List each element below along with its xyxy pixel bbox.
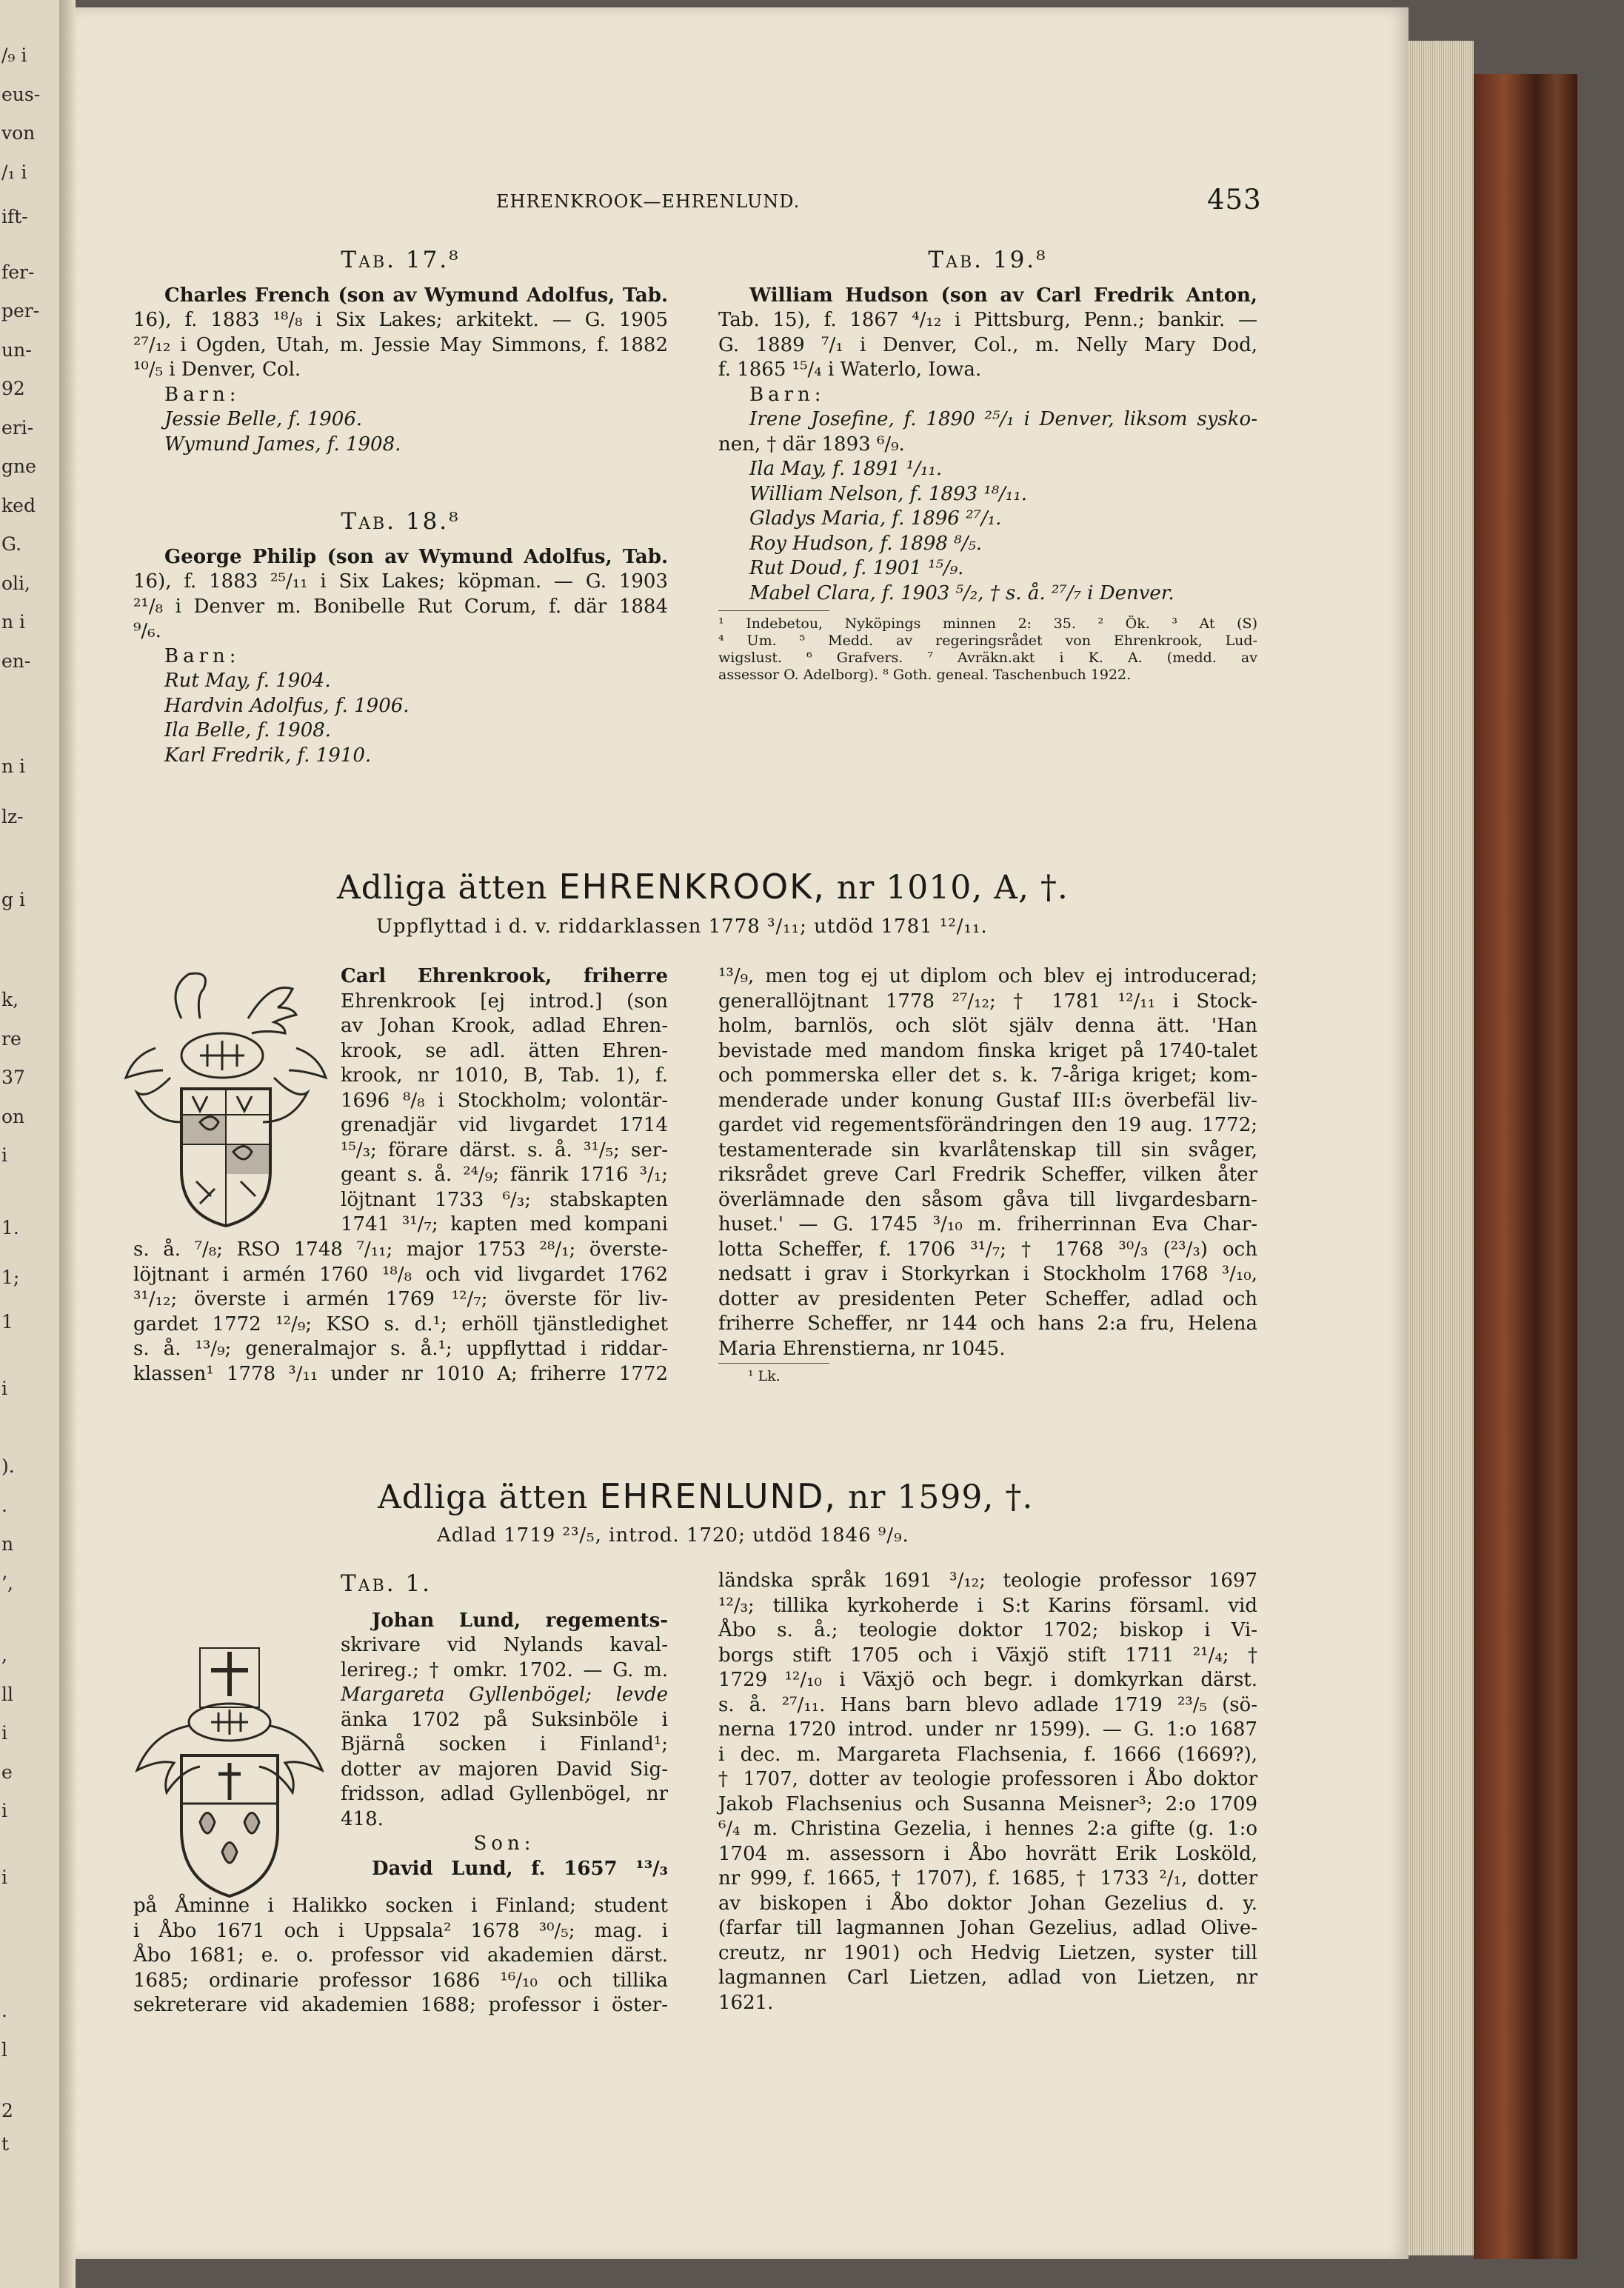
- book-gutter: [59, 0, 76, 2288]
- previous-page-fragment: fer-: [1, 261, 35, 283]
- ehrenlund-right-0: ländska språk 1691 ³/₁₂; teologie professor 1697: [718, 1570, 1257, 1592]
- tab19-line-0: William Hudson (son av Carl Fredrik Anton,: [749, 284, 1257, 307]
- ehrenkrook-right-12: nedsatt i grav i Storkyrkan i Stockholm 1768 ³/₁₀,: [718, 1263, 1257, 1285]
- ehrenkrook-right-2: holm, barnlös, och slöt själv denna ätt. 'Han: [718, 1015, 1257, 1037]
- tab17-line-3: ¹⁰/₅ i Denver, Col.: [133, 358, 301, 381]
- tab19-line-2: G. 1889 ⁷/₁ i Denver, Col., m. Nelly Mary Dod,: [718, 333, 1257, 356]
- ehrenlund-tab-heading: Tab. 1.: [341, 1570, 432, 1597]
- ehrenkrook-right-4: och pommerska eller det s. k. 7-åriga kriget; kom-: [718, 1064, 1257, 1087]
- previous-page-fragment: ll: [1, 1683, 13, 1705]
- previous-page-fragment: re: [1, 1027, 21, 1050]
- ehrenlund-right-14: (farfar till lagmannen Johan Gezelius, adlad Olive-: [718, 1917, 1257, 1939]
- previous-page-fragment: i: [1, 1722, 7, 1744]
- previous-page-fragment: g i: [1, 889, 25, 910]
- tab19-barn: Barn:: [749, 383, 826, 406]
- ehrenkrook-footnote: ¹ Lk.: [748, 1368, 781, 1384]
- previous-page-fragment: k,: [1, 989, 19, 1010]
- footnote-line-0: ¹ Indebetou, Nyköpings minnen 2: 35. ² Ök. ³ At (S): [718, 616, 1257, 632]
- previous-page-fragment: per-: [1, 300, 40, 321]
- ehrenkrook-line-4: krook, nr 1010, B, Tab. 1), f.: [341, 1064, 668, 1087]
- footnote-line-1: ⁴ Um. ⁵ Medd. av regeringsrådet von Ehrenkrook, Lud-: [718, 633, 1257, 649]
- ehrenkrook-footnote-rule: [718, 1363, 829, 1364]
- book-cover: [1474, 74, 1577, 2259]
- previous-page-fragment: en-: [1, 650, 31, 672]
- ehrenkrook-line-6: grenadjär vid livgardet 1714: [341, 1114, 668, 1136]
- tab18-line-3: ⁹/₆.: [133, 620, 161, 642]
- ehrenkrook-right-7: testamenterade sin kvarlåtenskap till sin svåger,: [718, 1138, 1257, 1161]
- tab18-line-2: ²¹/₈ i Denver m. Bonibelle Rut Corum, f. där 1884: [133, 595, 668, 618]
- previous-page-fragment: 37: [1, 1067, 25, 1088]
- tab19-child-1: Ila May, f. 1891 ¹/₁₁.: [749, 458, 943, 480]
- tab18-barn: Barn:: [164, 644, 241, 667]
- tab17-child-1: Wymund James, f. 1908.: [164, 433, 401, 456]
- previous-page-fragment: ift-: [1, 205, 28, 227]
- ehrenkrook-right-5: menderade under konung Gustaf III:s överbefäl liv-: [718, 1089, 1257, 1112]
- ehrenlund-line-5: Bjärnå socken i Finland¹;: [341, 1733, 668, 1755]
- ehrenlund-right-12: nr 999, f. 1665, † 1707), f. 1685, † 1733 ²/₁, dotter: [718, 1867, 1257, 1890]
- ehrenlund-right-2: Åbo s. å.; teologie doktor 1702; biskop i Vi-: [718, 1619, 1257, 1641]
- ehrenlund-wide-5: sekreterare vid akademien 1688; professor i öster-: [133, 1994, 668, 2016]
- ehrenkrook-right-14: friherre Scheffer, nr 144 och hans 2:a fru, Helena: [718, 1313, 1257, 1335]
- ehrenlund-line-7: fridsson, adlad Gyllenbögel, nr: [341, 1783, 668, 1805]
- ehrenlund-right-7: i dec. m. Margareta Flachsenia, f. 1666 (1669?),: [718, 1743, 1257, 1766]
- previous-page-fragment: von: [1, 122, 36, 144]
- tab19-child-5: Rut Doud, f. 1901 ¹⁵/₉.: [749, 557, 964, 579]
- previous-page-fragment: ).: [1, 1455, 15, 1477]
- ehrenkrook-right-15: Maria Ehrenstierna, nr 1045.: [718, 1337, 1006, 1360]
- previous-page-fragment: l: [1, 2038, 7, 2061]
- footnote-line-3: assessor O. Adelborg). ⁸ Goth. geneal. Taschenbuch 1922.: [718, 667, 1132, 683]
- ehrenlund-right-15: creutz, nr 1901) och Hedvig Lietzen, syster till: [718, 1941, 1257, 1964]
- tab18-child-2: Ila Belle, f. 1908.: [164, 719, 332, 741]
- ehrenlund-title-prefix: Adliga ätten: [378, 1478, 589, 1516]
- previous-page-fragment: 1.: [1, 1216, 19, 1238]
- previous-page-fragment: eus-: [1, 83, 41, 105]
- previous-page-fragment: gne: [1, 456, 36, 477]
- ehrenkrook-line-7: ¹⁵/₃; förare därst. s. å. ³¹/₅; ser-: [341, 1138, 668, 1161]
- ehrenlund-title-name: EHRENLUND,: [599, 1476, 838, 1516]
- ehrenkrook-right-8: riksrådet greve Carl Fredrik Scheffer, vilken åter: [718, 1164, 1257, 1186]
- ehrenlund-right-4: 1729 ¹²/₁₀ i Växjö och begr. i domkyrkan därst.: [718, 1669, 1257, 1691]
- ehrenkrook-left-wide: [133, 1238, 668, 1387]
- ehrenlund-right-17: 1621.: [718, 1991, 774, 2014]
- page-edges: [1409, 41, 1474, 2255]
- previous-page-fragment: ’,: [1, 1572, 13, 1594]
- tab18-line-0: George Philip (son av Wymund Adolfus, Tab.: [164, 545, 668, 568]
- ehrenlund-line-8: 418.: [341, 1807, 384, 1830]
- ehrenlund-left-narrow: [341, 1572, 668, 1881]
- page-number: 453: [1207, 184, 1262, 216]
- ehrenlund-right-8: † 1707, dotter av teologie professoren i Åbo doktor: [718, 1768, 1257, 1790]
- ehrenkrook-wide-1: löjtnant i armén 1760 ¹⁸/₈ och vid livgardet 1762: [133, 1263, 668, 1286]
- ehrenlund-right: [718, 1569, 1257, 2015]
- tab19-child-6: Mabel Clara, f. 1903 ⁵/₂, † s. å. ²⁷/₇ i Denver.: [749, 581, 1174, 604]
- previous-page-fragment: t: [1, 2133, 10, 2155]
- ehrenlund-son-label: Son:: [473, 1832, 535, 1855]
- ehrenkrook-right-9: överlämnade den såsom gåva till livgardesbarn-: [718, 1188, 1257, 1211]
- ehrenkrook-title-name: EHRENKROOK,: [558, 867, 826, 907]
- ehrenkrook-wide-3: gardet 1772 ¹²/₉; KSO s. d.¹; erhöll tjänstledighet: [133, 1313, 668, 1335]
- previous-page-fragment: eri-: [1, 416, 34, 438]
- previous-page-fragment: n i: [1, 756, 26, 777]
- previous-page-fragment: .: [1, 1494, 7, 1516]
- ehrenkrook-line-2: av Johan Krook, adlad Ehren-: [341, 1015, 668, 1037]
- previous-page-fragment: on: [1, 1105, 25, 1127]
- ehrenlund-line-3: Margareta Gyllenbögel; levde: [341, 1684, 668, 1706]
- ehrenlund-left-wide: [133, 1894, 668, 2018]
- ehrenkrook-line-9: löjtnant 1733 ⁶/₃; stabskapten: [341, 1188, 668, 1211]
- tab17-heading: Tab. 17.⁸: [341, 247, 461, 273]
- ehrenkrook-right-1: generallöjtnant 1778 ²⁷/₁₂; † 1781 ¹²/₁₁ i Stock-: [718, 990, 1257, 1013]
- ehrenlund-wide-4: 1685; ordinarie professor 1686 ¹⁶/₁₀ och tillika: [133, 1969, 668, 1992]
- ehrenkrook-line-8: geant s. å. ²⁴/₉; fänrik 1716 ³/₁;: [341, 1164, 668, 1186]
- previous-page-fragment: ,: [1, 1644, 7, 1666]
- tab19-child-4: Roy Hudson, f. 1898 ⁸/₅.: [749, 532, 983, 555]
- ehrenlund-right-1: ¹²/₃; tillika kyrkoherde i S:t Karins församl. vid: [718, 1594, 1257, 1617]
- tab17-line-0: Charles French (son av Wymund Adolfus, Tab.: [164, 284, 668, 307]
- footnotes-top: [718, 616, 1257, 684]
- ehrenlund-right-13: av biskopen i Åbo doktor Johan Gezelius d. y.: [718, 1892, 1257, 1915]
- ehrenlund-subtitle: Adlad 1719 ²³/₅, introd. 1720; utdöd 1846 ⁹/₉.: [437, 1524, 909, 1547]
- ehrenkrook-line-0: Carl Ehrenkrook, friherre: [341, 965, 668, 987]
- ehrenlund-title: [378, 1476, 1033, 1516]
- previous-page-fragment: /₁ i: [1, 161, 27, 183]
- tab19-child-0b: nen, † där 1893 ⁶/₉.: [718, 433, 905, 456]
- ehrenkrook-line-10: 1741 ³¹/₇; kapten med kompani: [341, 1213, 668, 1235]
- ehrenkrook-coat-of-arms-icon: [111, 967, 341, 1241]
- tab17-line-1: 16), f. 1883 ¹⁸/₈ i Six Lakes; arkitekt. — G. 1905: [133, 309, 668, 331]
- ehrenlund-title-suffix: nr 1599, †.: [848, 1478, 1034, 1516]
- previous-page-fragment: 92: [1, 378, 25, 399]
- ehrenkrook-right-3: bevistade med mandom finska kriget på 1740-talet: [718, 1039, 1257, 1062]
- tab19-child-0: Irene Josefine, f. 1890 ²⁵/₁ i Denver, liksom sysko-: [749, 408, 1257, 430]
- previous-page-fragment: lz-: [1, 805, 24, 827]
- ehrenlund-right-5: s. å. ²⁷/₁₁. Hans barn blevo adlade 1719 ²³/₅ (sö-: [718, 1693, 1257, 1716]
- previous-page-fragment: i: [1, 1144, 7, 1166]
- tab17-section: [133, 248, 668, 457]
- ehrenlund-coat-of-arms-icon: [118, 1644, 341, 1911]
- ehrenlund-line-1: skrivare vid Nylands kaval-: [341, 1634, 668, 1656]
- tab19-section: [718, 248, 1257, 684]
- previous-page-fragment: i: [1, 1378, 7, 1399]
- tab17-line-2: ²⁷/₁₂ i Ogden, Utah, m. Jessie May Simmons, f. 1882: [133, 333, 668, 356]
- previous-page-fragment: G.: [1, 533, 22, 555]
- previous-page-fragment: oli,: [1, 572, 30, 594]
- ehrenkrook-line-3: krook, se adl. ätten Ehren-: [341, 1039, 668, 1062]
- ehrenkrook-right: [718, 964, 1257, 1385]
- ehrenkrook-line-5: 1696 ⁸/₈ i Stockholm; volontär-: [341, 1089, 668, 1112]
- tab18-child-0: Rut May, f. 1904.: [164, 670, 331, 692]
- tab19-child-3: Gladys Maria, f. 1896 ²⁷/₁.: [749, 507, 1002, 530]
- ehrenkrook-right-10: huset.' — G. 1745 ³/₁₀ m. friherrinnan Eva Char-: [718, 1213, 1257, 1235]
- ehrenlund-right-16: lagmannen Carl Lietzen, adlad von Lietzen, nr: [718, 1967, 1257, 1989]
- ehrenlund-line-4: änka 1702 på Suksinböle i: [341, 1708, 668, 1731]
- ehrenkrook-right-11: lotta Scheffer, f. 1706 ³¹/₇; † 1768 ³⁰/₃ (²³/₃) och: [718, 1238, 1257, 1261]
- previous-page-fragment: un-: [1, 338, 32, 361]
- previous-page-fragment: i: [1, 1867, 7, 1888]
- previous-page-fragment: 2: [1, 2100, 13, 2121]
- tab18-child-3: Karl Fredrik, f. 1910.: [164, 744, 372, 767]
- tab18-child-1: Hardvin Adolfus, f. 1906.: [164, 694, 410, 717]
- ehrenlund-line-6: dotter av majoren David Sig-: [341, 1758, 668, 1781]
- ehrenkrook-title-prefix: Adliga ätten: [337, 869, 548, 907]
- previous-page-fragment: ked: [1, 494, 36, 516]
- ehrenkrook-right-6: gardet vid regementsförändringen den 19 aug. 1772;: [718, 1114, 1257, 1136]
- previous-page-fragment: .: [1, 2000, 7, 2021]
- ehrenkrook-right-13: dotter av presidenten Peter Scheffer, adlad och: [718, 1287, 1257, 1310]
- ehrenkrook-right-0: ¹³/₉, men tog ej ut diplom och blev ej introducerad;: [718, 965, 1257, 987]
- previous-page-fragment: n i: [1, 611, 26, 633]
- previous-page-fragment: e: [1, 1761, 13, 1783]
- ehrenkrook-wide-4: s. å. ¹³/₉; generalmajor s. å.¹; uppflyttad i riddar-: [133, 1338, 668, 1360]
- ehrenlund-wide-2: i Åbo 1671 och i Uppsala² 1678 ³⁰/₅; mag. i: [133, 1919, 668, 1942]
- ehrenlund-line-0: Johan Lund, regements-: [372, 1609, 668, 1632]
- ehrenlund-wide-1: på Åminne i Halikko socken i Finland; student: [133, 1895, 668, 1917]
- previous-page-fragment: 1;: [1, 1267, 20, 1288]
- tab19-heading: Tab. 19.⁸: [928, 247, 1048, 273]
- previous-page-fragment: 1: [1, 1311, 13, 1333]
- ehrenlund-right-6: nerna 1720 introd. under nr 1599). — G. 1:o 1687: [718, 1718, 1257, 1741]
- previous-page-fragment: /₉ i: [1, 44, 27, 66]
- ehrenlund-right-9: Jakob Flachsenius och Susanna Meisner³; 2:o 1709: [718, 1792, 1257, 1815]
- tab18-section: [133, 510, 668, 768]
- ehrenlund-wide-3: Åbo 1681; e. o. professor vid akademien därst.: [133, 1944, 668, 1967]
- ehrenkrook-line-1: Ehrenkrook [ej introd.] (son: [341, 990, 668, 1013]
- ehrenkrook-wide-2: ³¹/₁₂; överste i armén 1769 ¹²/₇; överste för liv-: [133, 1288, 668, 1310]
- tab17-barn: Barn:: [164, 383, 241, 406]
- ehrenkrook-title-suffix: nr 1010, A, †.: [836, 869, 1069, 907]
- previous-page-fragment: n: [1, 1533, 14, 1555]
- ehrenlund-right-11: 1704 m. assessorn i Åbo hovrätt Erik Losköld,: [718, 1842, 1257, 1865]
- footnote-rule: [718, 610, 829, 611]
- tab18-heading: Tab. 18.⁸: [341, 508, 461, 535]
- tab17-child-0: Jessie Belle, f. 1906.: [164, 408, 363, 430]
- ehrenlund-right-10: ⁶/₄ m. Christina Gezelia, i hennes 2:a gifte (g. 1:o: [718, 1818, 1257, 1840]
- tab19-child-2: William Nelson, f. 1893 ¹⁸/₁₁.: [749, 482, 1028, 505]
- tab18-line-1: 16), f. 1883 ²⁵/₁₁ i Six Lakes; köpman. — G. 1903: [133, 570, 668, 593]
- footnote-line-2: wigslust. ⁶ Grafvers. ⁷ Avräkn.akt i K. A. (medd. av: [718, 650, 1257, 666]
- tab19-line-1: Tab. 15), f. 1867 ⁴/₁₂ i Pittsburg, Penn.; bankir. —: [718, 309, 1257, 331]
- ehrenkrook-wide-5: klassen¹ 1778 ³/₁₁ under nr 1010 A; friherre 1772: [133, 1362, 668, 1385]
- ehrenlund-right-3: borgs stift 1705 och i Växjö stift 1711 ²¹/₄; †: [718, 1644, 1257, 1667]
- ehrenkrook-title: [337, 867, 1069, 907]
- ehrenlund-line-2: lerireg.; † omkr. 1702. — G. m.: [341, 1658, 668, 1681]
- running-head-title: EHRENKROOK—EHRENLUND.: [496, 191, 801, 212]
- tab19-line-3: f. 1865 ¹⁵/₄ i Waterlo, Iowa.: [718, 358, 982, 381]
- ehrenkrook-wide-0: s. å. ⁷/₈; RSO 1748 ⁷/₁₁; major 1753 ²⁸/₁; överste-: [133, 1238, 668, 1261]
- ehrenkrook-left-narrow: [341, 964, 668, 1238]
- previous-page-fragment: i: [1, 1800, 7, 1821]
- ehrenkrook-subtitle: Uppflyttad i d. v. riddarklassen 1778 ³/₁₁; utdöd 1781 ¹²/₁₁.: [376, 915, 988, 938]
- ehrenlund-david-line: David Lund, f. 1657 ¹³/₃: [372, 1857, 668, 1880]
